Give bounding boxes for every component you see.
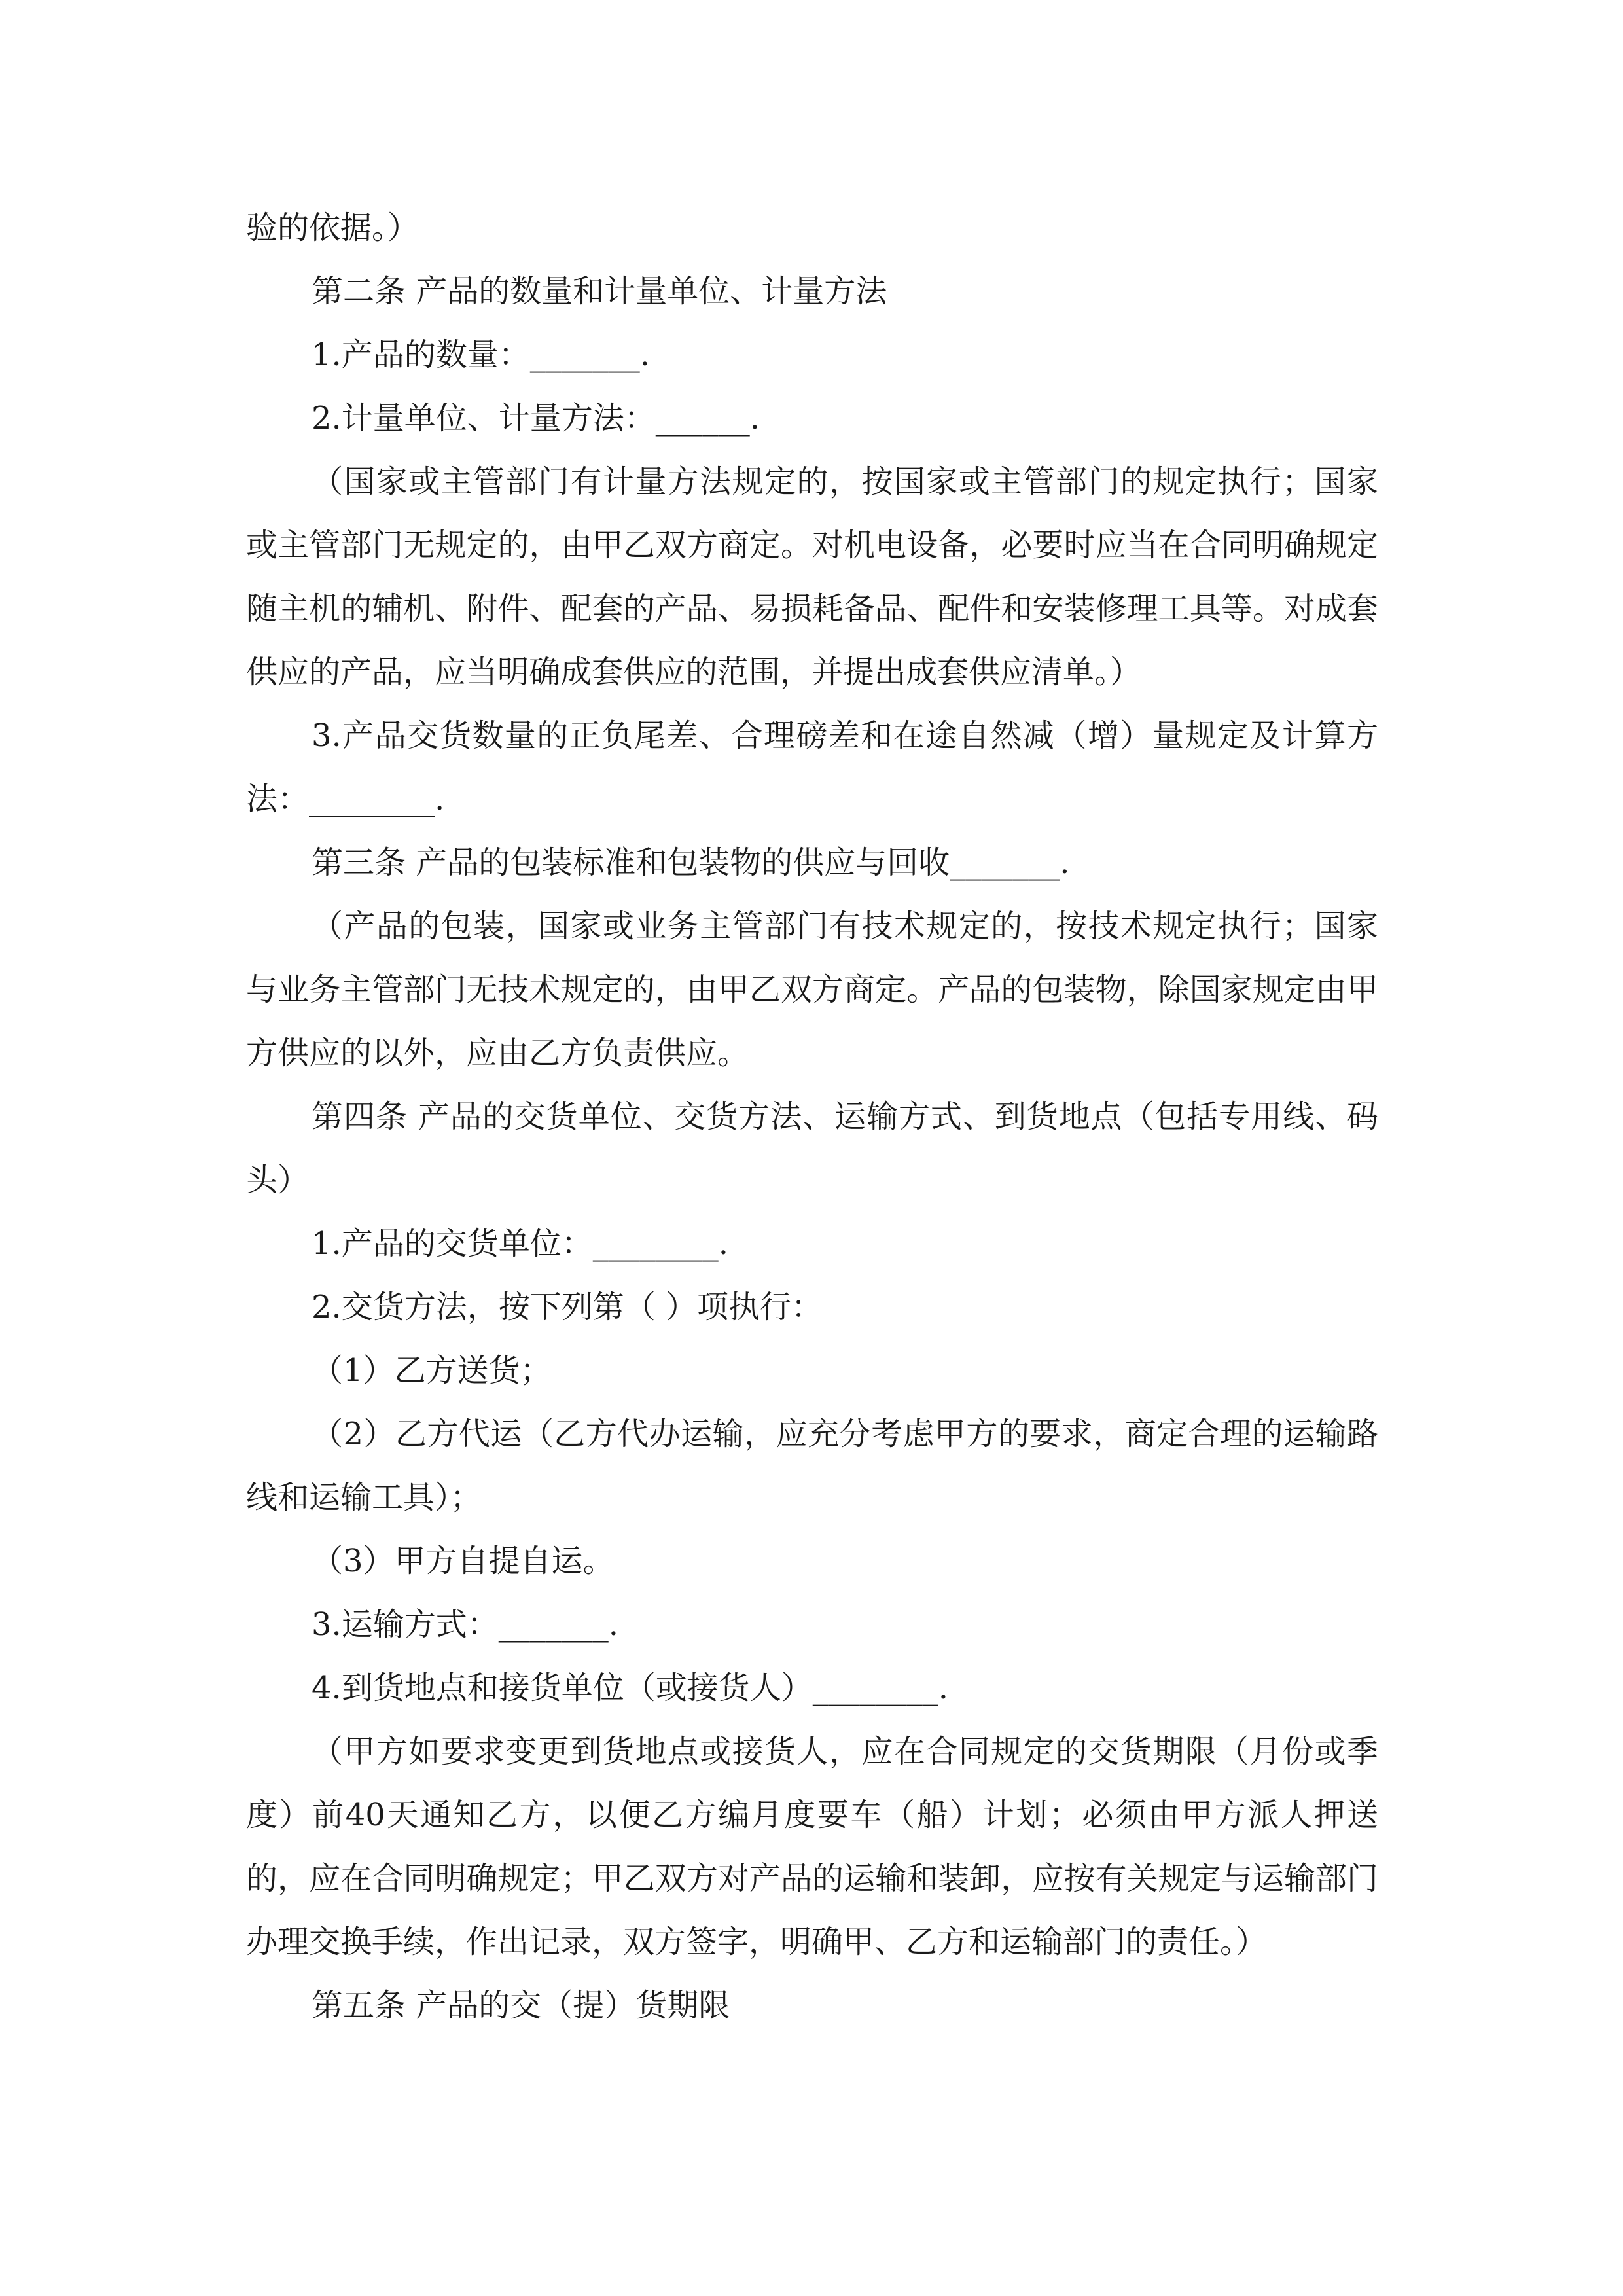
article-2-heading: 第二条 产品的数量和计量单位、计量方法 <box>312 273 887 310</box>
article-4-item-1: 1.产品的交货单位：________. <box>312 1225 729 1262</box>
article-4-item-3: 3.运输方式：_______. <box>312 1606 619 1643</box>
article-4-option-2: （2）乙方代运（乙方代办运输，应充分考虑甲方的要求，商定合理的运输路线和运输工具）； <box>246 1416 1378 1516</box>
article-5-heading: 第五条 产品的交（提）货期限 <box>312 1987 730 2024</box>
article-4-option-3: （3）甲方自提自运。 <box>312 1543 615 1579</box>
article-4-item-2: 2.交货方法，按下列第（ ）项执行： <box>312 1289 823 1325</box>
article-4-heading: 第四条 产品的交货单位、交货方法、运输方式、到货地点（包括专用线、码头） <box>246 1098 1378 1198</box>
article-3-note: （产品的包装，国家或业务主管部门有技术规定的，按技术规定执行；国家与业务主管部门无技术规定的，由甲乙双方商定。产品的包装物，除国家规定由甲方供应的以外，应由乙方负责供应。 <box>246 908 1378 1071</box>
article-4-item-4: 4.到货地点和接货单位（或接货人）________. <box>312 1670 949 1706</box>
article-2-note: （国家或主管部门有计量方法规定的，按国家或主管部门的规定执行；国家或主管部门无规定的，由甲乙双方商定。对机电设备，必要时应当在合同明确规定随主机的辅机、附件、配套的产品、易损耗备品、配件和安装修理工具等。对成套供应的产品，应当明确成套供应的范围，并提出成套供应清单。） <box>246 463 1378 691</box>
article-2-item-1: 1.产品的数量：_______. <box>312 336 651 373</box>
article-2-item-2: 2.计量单位、计量方法：______. <box>312 400 760 437</box>
document-body <box>246 196 1378 2037</box>
paragraph-continuation: 验的依据。） <box>246 209 419 246</box>
article-4-note: （甲方如要求变更到货地点或接货人，应在合同规定的交货期限（月份或季度）前40天通知乙方，以便乙方编月度要车（船）计划；必须由甲方派人押送的，应在合同明确规定；甲乙双方对产品的运输和装卸，应按有关规定与运输部门办理交换手续，作出记录，双方签字，明确甲、乙方和运输部门的责任。） <box>246 1733 1378 1960</box>
article-4-option-1: （1）乙方送货； <box>312 1352 552 1389</box>
article-3-heading: 第三条 产品的包装标准和包装物的供应与回收_______. <box>312 844 1070 881</box>
article-2-item-3: 3.产品交货数量的正负尾差、合理磅差和在途自然减（增）量规定及计算方法：________. <box>246 717 1378 817</box>
